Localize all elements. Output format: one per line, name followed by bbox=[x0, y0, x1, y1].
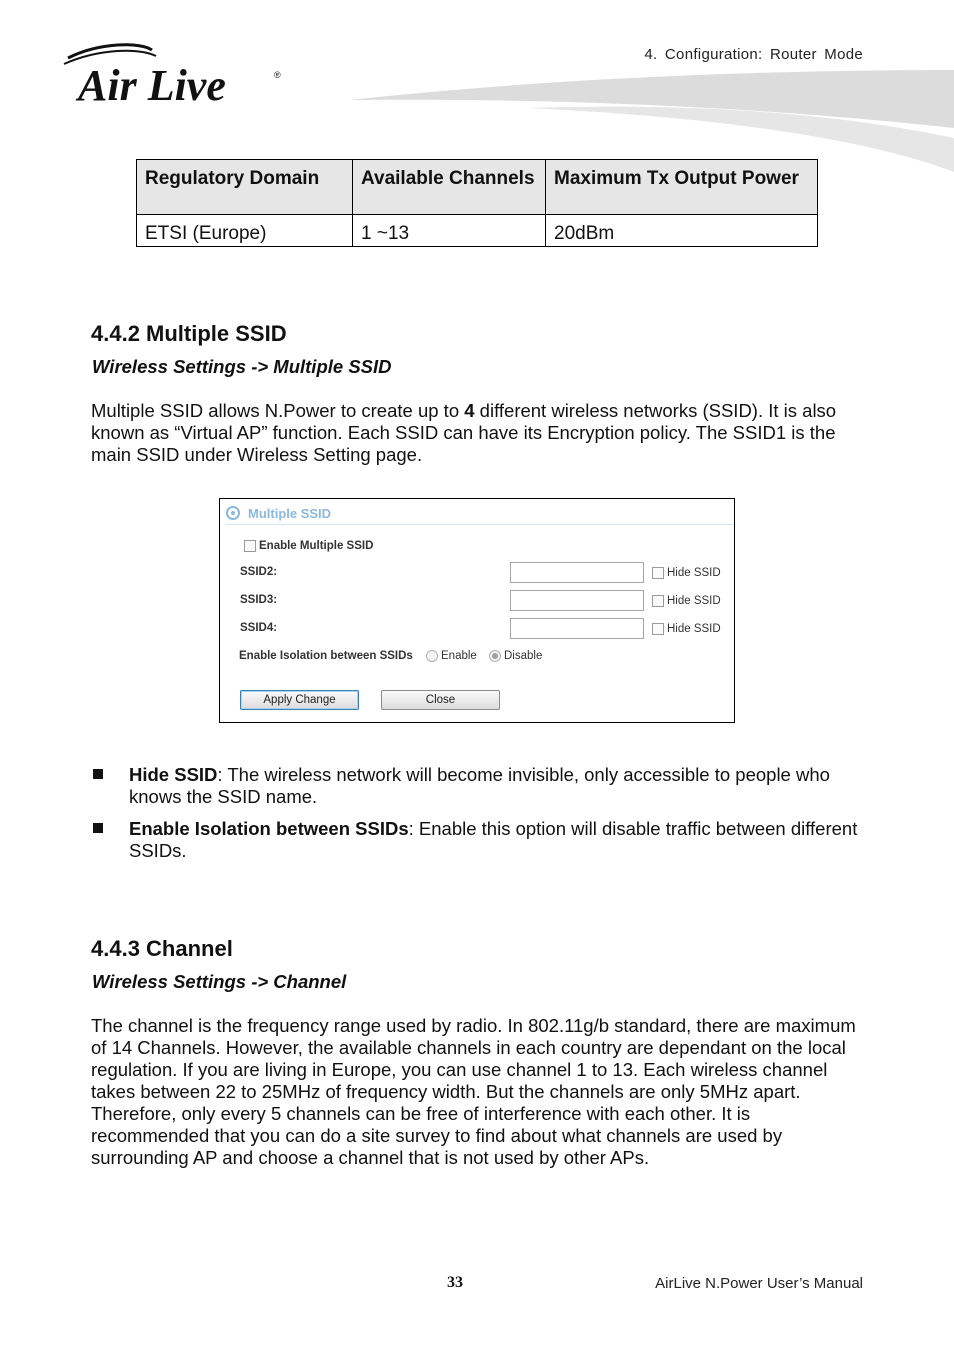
manual-title: AirLive N.Power User’s Manual bbox=[655, 1275, 863, 1292]
ssid4-label: SSID4: bbox=[240, 622, 278, 634]
bullet-isolation bbox=[129, 818, 869, 862]
menu-path: Wireless Settings -> Multiple SSID bbox=[92, 356, 392, 377]
ssid3-input[interactable] bbox=[510, 590, 644, 611]
ssid3-hide-checkbox[interactable] bbox=[652, 595, 664, 607]
ssid2-hide-label: Hide SSID bbox=[667, 567, 721, 579]
para-bold: 4 bbox=[464, 400, 475, 421]
multiple-ssid-panel bbox=[219, 498, 735, 723]
table-row bbox=[137, 215, 818, 247]
page-number: 33 bbox=[447, 1274, 463, 1291]
table-header-row bbox=[137, 160, 818, 215]
para-text: Multiple SSID allows N.Power to create up to bbox=[91, 400, 465, 421]
airlive-logo bbox=[60, 40, 300, 110]
channel-paragraph: The channel is the frequency range used by radio. In 802.11g/b standard, there are maximum of 14 Channels. However, the available channels in each country are dependant on the local regulation. If you are living in Europe, you can use channel 1 to 13. Each wireless channel takes between 22 to 25MHz of frequency width. But the channels are only 5MHz apart. Therefore, only every 5 channels can be free of interference with each other. It is recommended that you can do a site survey to find about what channels are used by surrounding AP and choose a channel that is not used by other APs. bbox=[91, 1015, 856, 1168]
regulatory-table bbox=[136, 159, 818, 247]
ssid3-label: SSID3: bbox=[240, 594, 278, 606]
table-cell: 20dBm bbox=[546, 215, 818, 247]
ssid2-input[interactable] bbox=[510, 562, 644, 583]
table-cell: ETSI (Europe) bbox=[137, 215, 353, 247]
close-button[interactable]: Close bbox=[381, 690, 500, 710]
panel-title: Multiple SSID bbox=[248, 506, 332, 521]
section-heading-multiple-ssid: 4.4.2 Multiple SSID bbox=[91, 321, 287, 346]
bullet-square-icon bbox=[93, 823, 103, 833]
isolation-label: Enable Isolation between SSIDs bbox=[239, 650, 413, 662]
isolation-enable-label: Enable bbox=[441, 650, 477, 662]
circle-icon bbox=[226, 506, 240, 520]
svg-text:®: ® bbox=[274, 70, 281, 80]
table-cell: 1 ~13 bbox=[353, 215, 546, 247]
menu-path: Wireless Settings -> Channel bbox=[92, 971, 347, 992]
panel-title-bar bbox=[226, 505, 734, 525]
bullet-term: Hide SSID bbox=[129, 764, 218, 785]
isolation-enable-radio[interactable] bbox=[426, 650, 438, 662]
ssid4-hide-label: Hide SSID bbox=[667, 623, 721, 635]
header-cell: Maximum Tx Output Power bbox=[546, 160, 818, 215]
bullet-term: Enable Isolation between SSIDs bbox=[129, 818, 409, 839]
bullet-desc: : The wireless network will become invisible, only accessible to people who knows the SSID name. bbox=[129, 764, 830, 807]
ssid2-label: SSID2: bbox=[240, 566, 278, 578]
ssid4-input[interactable] bbox=[510, 618, 644, 639]
section-heading-channel: 4.4.3 Channel bbox=[91, 936, 233, 961]
svg-text:Air Live: Air Live bbox=[78, 61, 226, 110]
bullet-desc: : Enable this option will disable traffic between different SSIDs. bbox=[129, 818, 858, 861]
enable-multiple-ssid-checkbox[interactable] bbox=[244, 540, 256, 552]
bullet-hide-ssid bbox=[129, 764, 869, 808]
bullet-square-icon bbox=[93, 769, 103, 779]
enable-multiple-ssid-label: Enable Multiple SSID bbox=[259, 540, 374, 552]
apply-change-button[interactable]: Apply Change bbox=[240, 690, 359, 710]
multiple-ssid-paragraph bbox=[91, 400, 851, 466]
isolation-disable-label: Disable bbox=[504, 650, 543, 662]
para-text: different wireless networks (SSID). It is also known as “Virtual AP” function. Each SSID can have its Encryption policy. The SSID1 is the main SSID under Wireless Setting page. bbox=[91, 400, 837, 465]
chapter-header: 4. Configuration: Router Mode bbox=[644, 46, 863, 63]
isolation-disable-radio[interactable] bbox=[489, 650, 501, 662]
header-cell: Available Channels bbox=[353, 160, 546, 215]
ssid4-hide-checkbox[interactable] bbox=[652, 623, 664, 635]
header-cell: Regulatory Domain bbox=[137, 160, 353, 215]
ssid3-hide-label: Hide SSID bbox=[667, 595, 721, 607]
ssid2-hide-checkbox[interactable] bbox=[652, 567, 664, 579]
